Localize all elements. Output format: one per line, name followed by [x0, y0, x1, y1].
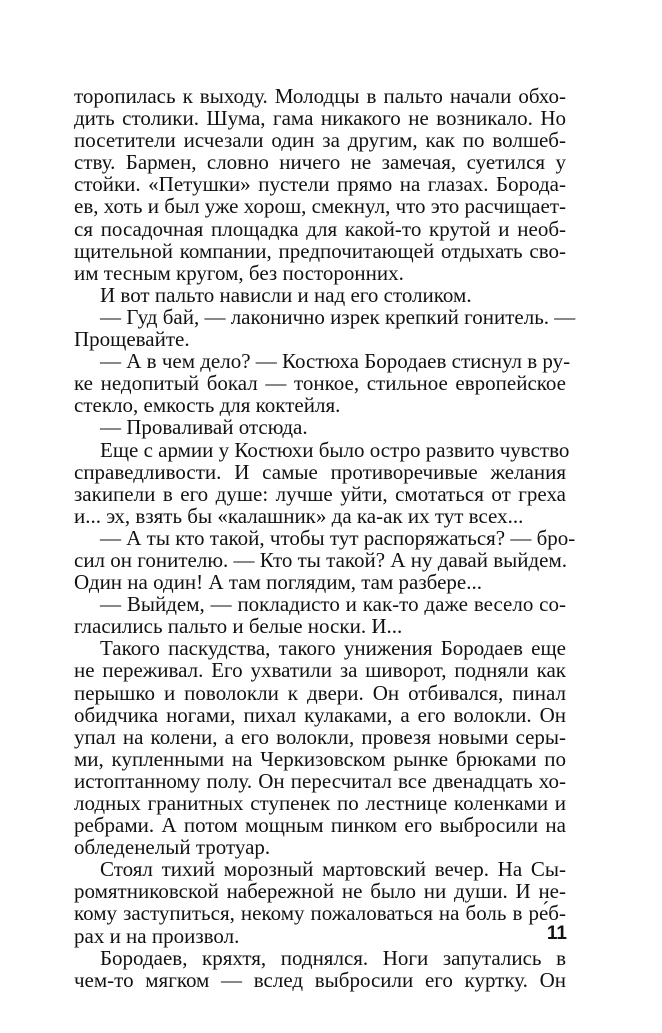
text-line: Один на один! А там поглядим, там разбере...: [74, 570, 482, 595]
text-line: им тесным кругом, без посторонних.: [74, 260, 404, 285]
text-line: гласились пальто и белые носки. И...: [74, 614, 403, 639]
text-line: Такого паскудства, такого унижения Бородаев еще: [100, 636, 566, 661]
text-line: — А в чем дело? — Костюха Бородаев стиснул в ру-: [100, 349, 571, 374]
text-line: дить столики. Шума, гама никакого не возникало. Но: [74, 106, 566, 131]
text-line: торопилась к выходу. Молодцы в пальто начали обхо-: [74, 84, 566, 108]
text-line: — А ты кто такой, чтобы тут распоряжаться? — бро-: [100, 525, 576, 550]
text-line: — Проваливай отсюда.: [100, 415, 308, 440]
text-line: лодных гранитных ступенек по лестнице коленками и: [74, 791, 566, 815]
text-line: ребрами. А потом мощным пинком его выбросили на: [74, 813, 566, 838]
text-line: и... эх, взять бы «калашник» да ка-ак их тут всех...: [74, 503, 524, 528]
text-line: рах и на произвол.: [74, 923, 240, 948]
text-line: истоптанному полу. Он пересчитал все двенадцать хо-: [74, 768, 566, 793]
text-line: ству. Бармен, словно ничего не замечая, суетился у: [74, 150, 566, 175]
text-line: чем-то мягком — вслед выбросили его куртку. Он: [74, 967, 566, 992]
text-line: И вот пальто нависли и над его столиком.: [100, 282, 472, 307]
text-line: сил он гонителю. — Кто ты такой? А ну давай выйдем.: [74, 547, 568, 572]
text-line: стойки. «Петушки» пустели прямо на глазах. Борода-: [74, 172, 566, 197]
text-line: ромятниковской набережной не было ни души. И не-: [74, 879, 566, 904]
page-number: 11: [546, 923, 567, 944]
text-line: Бородаев, кряхтя, поднялся. Ноги запутались в: [100, 945, 566, 970]
text-line: ев, хоть и был уже хорош, смекнул, что это расчищает-: [74, 194, 566, 219]
text-line: — Выйдем, — покладисто и как-то даже весело со-: [100, 592, 566, 617]
body-text: [74, 84, 576, 992]
text-line: закипели в его душе: лучше уйти, смотаться от греха: [74, 481, 566, 506]
text-line: ми, купленными на Черкизовском рынке брюками по: [74, 746, 566, 771]
text-line: стекло, емкость для коктейля.: [74, 393, 341, 418]
text-line: ке недопитый бокал — тонкое, стильное европейское: [74, 371, 566, 396]
text-line: обледенелый тротуар.: [74, 835, 271, 860]
text-line: справедливости. И самые противоречивые желания: [74, 459, 566, 484]
text-line: перышко и поволокли к двери. Он отбивался, пинал: [74, 680, 566, 705]
text-line: кому заступиться, некому пожаловаться на боль в ре́б-: [74, 901, 566, 926]
text-line: Стоял тихий морозный мартовский вечер. На Сы-: [100, 857, 566, 882]
text-line: щительной компании, предпочитающей отдыхать сво-: [74, 238, 566, 263]
text-line: — Гуд бай, — лаконично изрек крепкий гонитель. —: [100, 304, 576, 329]
text-line: Еще с армии у Костюхи было остро развито чувство: [100, 437, 570, 462]
text-line: ся посадочная площадка для какой-то крутой и необ-: [74, 216, 566, 241]
text-line: посетители исчезали один за другим, как по волшеб-: [74, 128, 566, 153]
text-line: не переживал. Его ухватили за шиворот, подняли как: [74, 658, 566, 683]
text-line: обидчика ногами, пихал кулаками, а его волокли. Он: [74, 702, 566, 727]
text-line: упал на колени, а его волокли, провезя новыми серы-: [74, 724, 566, 749]
text-line: Прощевайте.: [74, 327, 190, 352]
